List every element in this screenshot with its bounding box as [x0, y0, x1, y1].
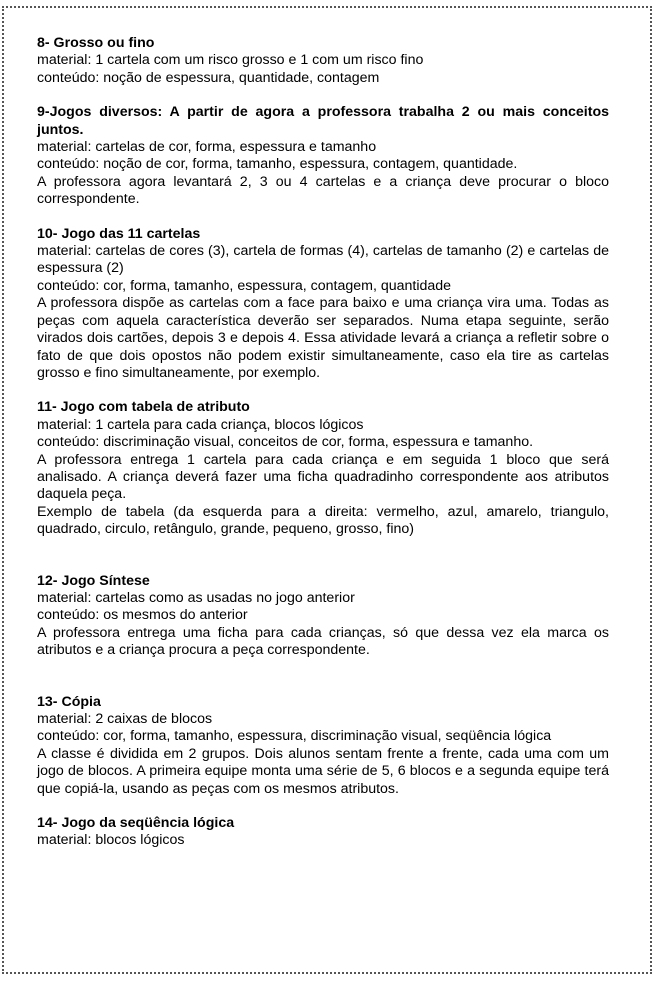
section-line: A professora agora levantará 2, 3 ou 4 cartelas e a criança deve procurar o bloco correspondente.	[37, 173, 609, 208]
section-line: conteúdo: noção de cor, forma, tamanho, espessura, contagem, quantidade.	[37, 156, 518, 173]
section-line: material: 1 cartela com um risco grosso e 1 com um risco fino	[37, 52, 424, 69]
section-line: material: cartelas como as usadas no jogo anterior	[37, 589, 355, 606]
section-title: 11- Jogo com tabela de atributo	[37, 399, 250, 416]
section-title: 13- Cópia	[37, 693, 101, 710]
section-9	[37, 104, 609, 208]
section-title: 14- Jogo da seqüência lógica	[37, 815, 235, 832]
section-11	[37, 399, 609, 538]
section-line: A professora entrega 1 cartela para cada criança e em seguida 1 bloco que será analisado. A criança deverá fazer uma ficha quadradinho correspondente aos atributos daquela peça.	[37, 451, 609, 503]
section-line: material: 2 caixas de blocos	[37, 711, 213, 727]
section-line: material: blocos lógicos	[37, 832, 185, 849]
section-8	[37, 35, 609, 87]
section-line: conteúdo: discriminação visual, conceitos de cor, forma, espessura e tamanho.	[37, 434, 534, 451]
section-14	[37, 815, 609, 850]
section-13	[37, 694, 609, 798]
section-title: 12- Jogo Síntese	[37, 572, 150, 589]
section-line: conteúdo: cor, forma, tamanho, espessura, contagem, quantidade	[37, 277, 452, 294]
section-line: material: cartelas de cores (3), cartela de formas (4), cartelas de tamanho (2) e cartelas de espessura (2)	[37, 243, 609, 277]
section-line: material: 1 cartela para cada criança, blocos lógicos	[37, 416, 364, 433]
section-title: 8- Grosso ou fino	[37, 35, 155, 51]
section-line: Exemplo de tabela (da esquerda para a direita: vermelho, azul, amarelo, triangulo, quadrado, circulo, retângulo, grande, pequeno, grosso, fino)	[37, 503, 609, 538]
section-line: A professora dispõe as cartelas com a face para baixo e uma criança vira uma. Todas as peças com aquela característica deverão ser separados. Numa etapa seguinte, serão virados dois cartões, depois 3 e depois 4. Essa atividade levará a criança a refletir sobre o fato de que dois opostos não podem existir simultaneamente, caso ela tire as cartelas grosso e fino simultaneamente, por exemplo.	[37, 295, 609, 381]
section-title: 9-Jogos diversos: A partir de agora a professora trabalha 2 ou mais conceitos juntos.	[37, 104, 609, 138]
section-line: A professora entrega uma ficha para cada crianças, só que dessa vez ela marca os atributos e a criança procura a peça correspondente.	[37, 624, 609, 659]
section-line: conteúdo: cor, forma, tamanho, espessura, discriminação visual, seqüência lógica	[37, 728, 552, 745]
section-line: conteúdo: noção de espessura, quantidade, contagem	[37, 69, 380, 86]
section-line: conteúdo: os mesmos do anterior	[37, 607, 248, 624]
document-body	[37, 35, 609, 850]
section-12	[37, 573, 609, 660]
section-line: material: cartelas de cor, forma, espessura e tamanho	[37, 139, 377, 156]
section-10	[37, 226, 609, 383]
section-title: 10- Jogo das 11 cartelas	[37, 225, 201, 242]
section-line: A classe é dividida em 2 grupos. Dois alunos sentam frente a frente, cada uma com um jogo de blocos. A primeira equipe monta uma série de 5, 6 blocos e a segunda equipe terá que copiá-la, usando as peças com os mesmos atributos.	[37, 745, 609, 797]
